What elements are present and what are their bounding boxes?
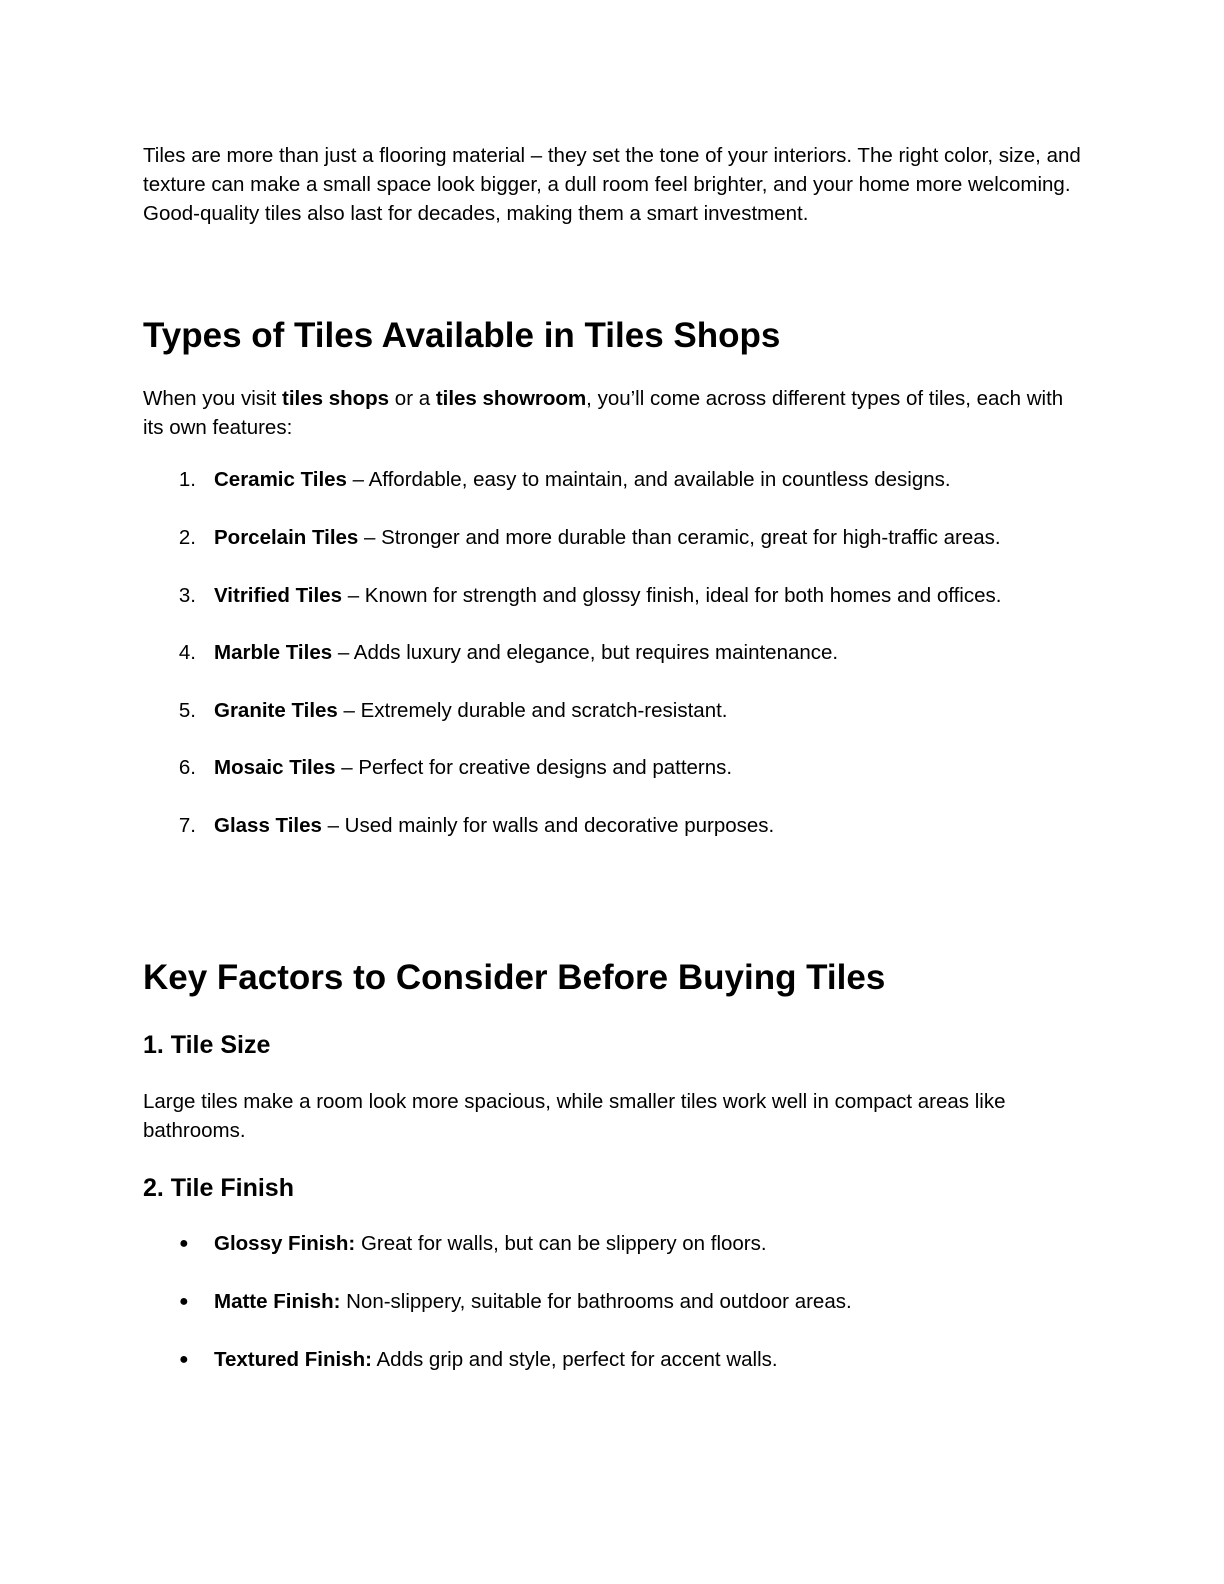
types-intro-text: , you’ll come across different types of tiles, each with its own features: [143, 387, 1064, 439]
tile-type-description: – Used mainly for walls and decorative purposes. [321, 814, 775, 837]
tile-type-name: Glass Tiles [214, 814, 322, 837]
list-number: 5. [178, 699, 196, 722]
tile-type-name: Mosaic Tiles [214, 756, 336, 779]
list-item-text [214, 638, 838, 667]
types-intro-text: or a [389, 387, 436, 410]
list-number: 4. [178, 641, 196, 664]
list-number: 3. [178, 584, 196, 607]
tile-type-name: Granite Tiles [214, 699, 338, 722]
tile-type-name: Vitrified Tiles [214, 584, 342, 607]
list-item-text [214, 465, 951, 494]
tiles-showroom-bold: tiles showroom [435, 387, 587, 410]
finish-description: Great for walls, but can be slippery on floors. [355, 1232, 767, 1255]
types-intro-paragraph [143, 384, 1083, 442]
bullet-icon: ● [179, 1235, 189, 1252]
tile-type-description: – Affordable, easy to maintain, and available in countless designs. [346, 468, 951, 491]
finish-description: Non-slippery, suitable for bathrooms and outdoor areas. [340, 1290, 852, 1313]
bullet-icon: ● [179, 1293, 189, 1310]
intro-paragraph: Tiles are more than just a flooring material – they set the tone of your interiors. The right color, size, and texture can make a small space look bigger, a dull room feel brighter, and your home more welcoming. Good-quality tiles also last for decades, making them a smart investment. [143, 144, 1081, 225]
list-item-text [214, 581, 1001, 610]
tile-size-paragraph: Large tiles make a room look more spacious, while smaller tiles work well in compact areas like bathrooms. [143, 1090, 1006, 1142]
tile-type-description: – Stronger and more durable than ceramic, great for high-traffic areas. [358, 526, 1001, 549]
list-number: 2. [178, 526, 196, 549]
tile-type-name: Marble Tiles [214, 641, 333, 664]
finish-name: Glossy Finish: [214, 1232, 356, 1255]
list-number: 6. [178, 756, 196, 779]
types-intro-text: When you visit [143, 387, 282, 410]
list-item-text [214, 753, 732, 782]
tile-type-name: Ceramic Tiles [214, 468, 347, 491]
tile-type-name: Porcelain Tiles [214, 526, 359, 549]
list-number: 7. [178, 814, 196, 837]
types-section-heading: Types of Tiles Available in Tiles Shops [143, 316, 781, 355]
list-item-text [214, 523, 1001, 552]
list-item-text [214, 696, 727, 725]
finish-description: Adds grip and style, perfect for accent walls. [371, 1348, 778, 1371]
tile-type-description: – Perfect for creative designs and patterns. [335, 756, 733, 779]
tile-type-description: – Extremely durable and scratch-resistant. [337, 699, 728, 722]
tile-size-heading: 1. Tile Size [143, 1031, 271, 1059]
bullet-icon: ● [179, 1351, 189, 1368]
tile-type-description: – Adds luxury and elegance, but requires maintenance. [332, 641, 839, 664]
list-item-text [214, 1345, 778, 1374]
tiles-shops-bold: tiles shops [282, 387, 390, 410]
tile-type-description: – Known for strength and glossy finish, ideal for both homes and offices. [342, 584, 1002, 607]
list-item-text [214, 1229, 767, 1258]
finish-name: Textured Finish: [214, 1348, 372, 1371]
list-number: 1. [178, 468, 196, 491]
list-item-text [214, 1287, 852, 1316]
factors-section-heading: Key Factors to Consider Before Buying Tiles [143, 958, 886, 997]
list-item-text [214, 811, 774, 840]
finish-name: Matte Finish: [214, 1290, 341, 1313]
tile-finish-heading: 2. Tile Finish [143, 1174, 294, 1202]
